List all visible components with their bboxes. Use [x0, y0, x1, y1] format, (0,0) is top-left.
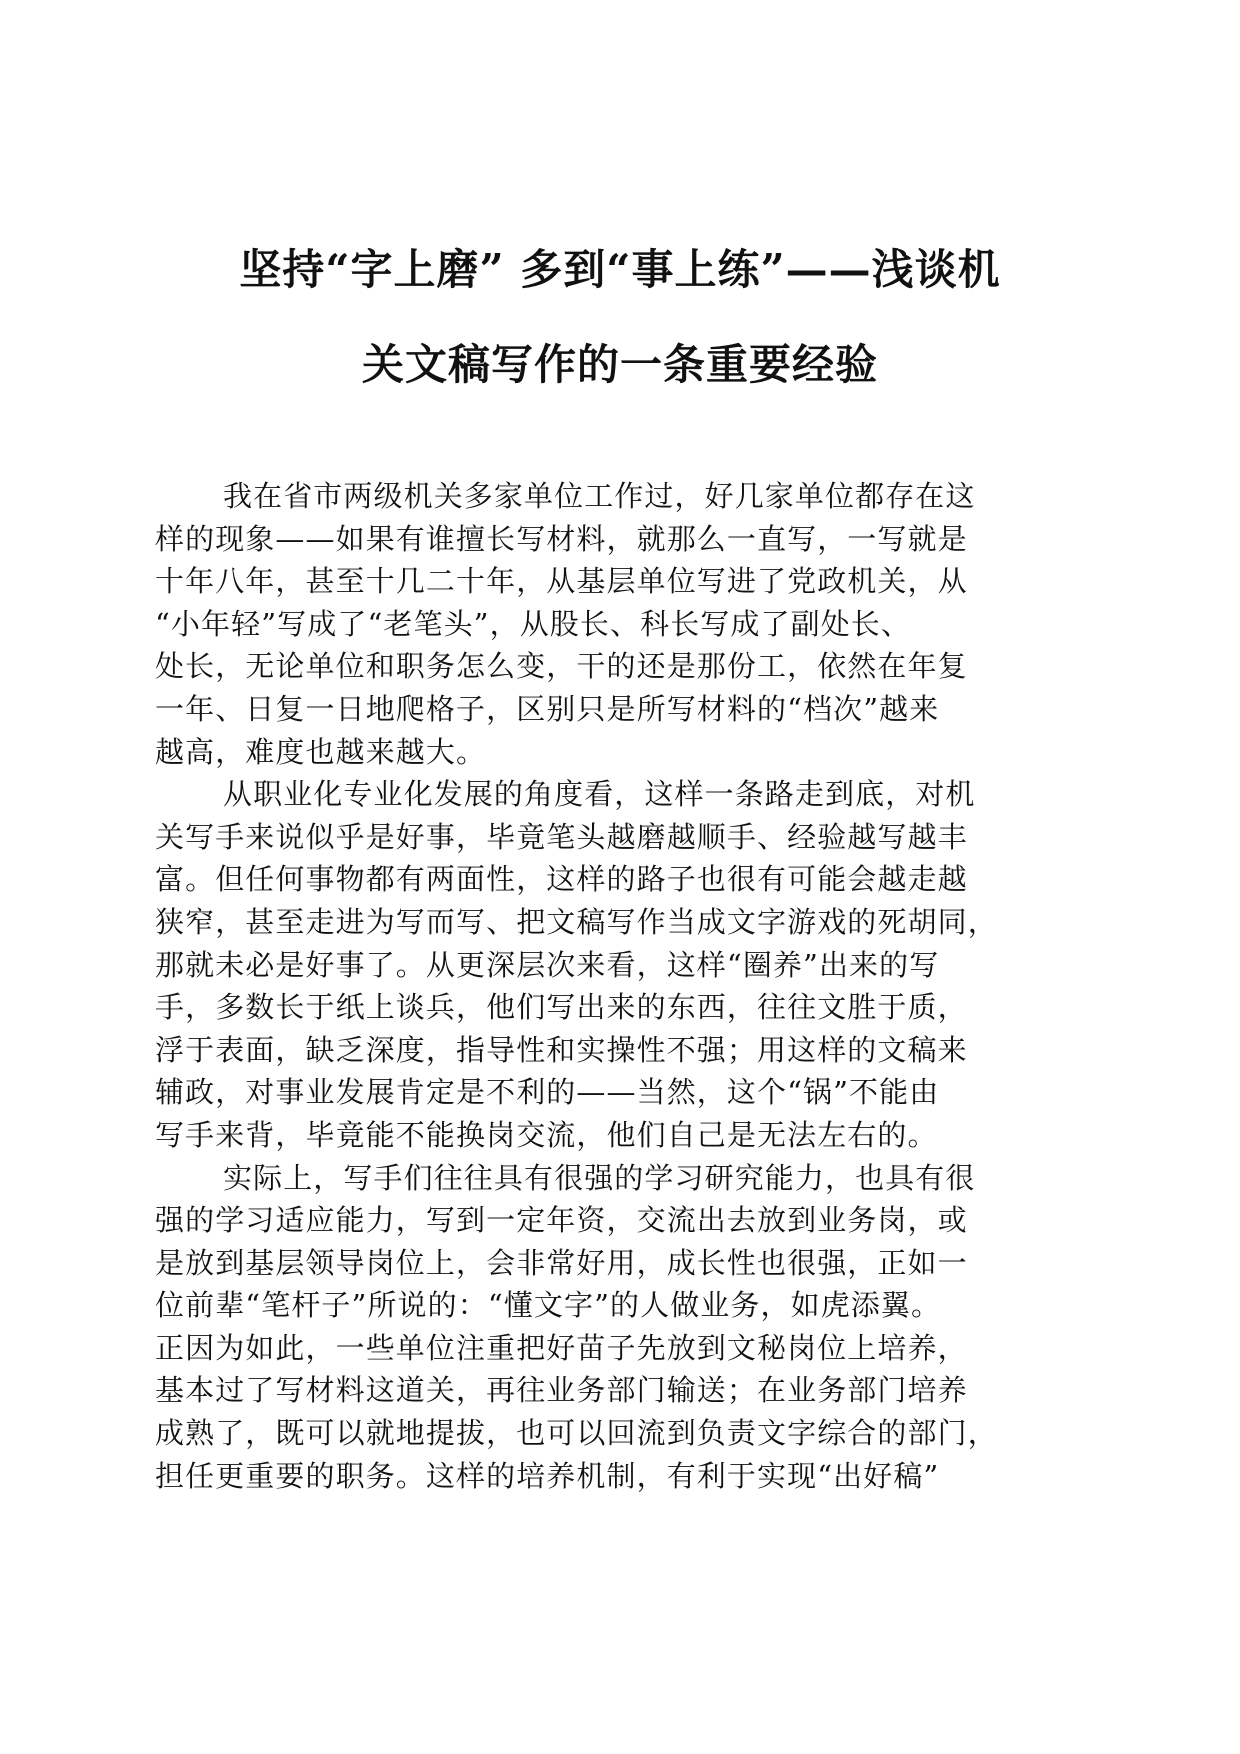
- text-line: 狭窄，甚至走进为写而写、把文稿写作当成文字游戏的死胡同，: [155, 904, 998, 939]
- text-line: 成熟了，既可以就地提拔，也可以回流到负责文字综合的部门，: [155, 1416, 998, 1451]
- text-line: 越高，难度也越来越大。: [155, 734, 487, 769]
- text-line: 基本过了写材料这道关，再往业务部门输送；在业务部门培养: [155, 1373, 968, 1408]
- text-line: 手，多数长于纸上谈兵，他们写出来的东西，往往文胜于质，: [155, 990, 968, 1025]
- text-line: 正因为如此，一些单位注重把好苗子先放到文秘岗位上培养，: [155, 1330, 968, 1365]
- text-line: 样的现象——如果有谁擅长写材料，就那么一直写，一写就是: [155, 521, 968, 556]
- text-line: 处长，无论单位和职务怎么变，干的还是那份工，依然在年复: [155, 649, 968, 684]
- text-line: 实际上，写手们往往具有很强的学习研究能力，也具有很: [223, 1160, 976, 1195]
- title-line-2: 关文稿写作的一条重要经验: [361, 340, 878, 389]
- text-line: 强的学习适应能力，写到一定年资，交流出去放到业务岗，或: [155, 1203, 968, 1238]
- text-line: 是放到基层领导岗位上，会非常好用，成长性也很强，正如一: [155, 1245, 968, 1280]
- text-line: “小年轻”写成了“老笔头”，从股长、科长写成了副处长、: [155, 606, 912, 641]
- text-line: 辅政，对事业发展肯定是不利的——当然，这个“锅”不能由: [155, 1075, 940, 1110]
- title-line-1: 坚持“字上磨” 多到“事上练”——浅谈机: [239, 245, 1001, 294]
- text-line: 那就未必是好事了。从更深层次来看，这样“圈养”出来的写: [155, 947, 940, 982]
- text-line: 十年八年，甚至十几二十年，从基层单位写进了党政机关，从: [155, 564, 968, 599]
- paragraph-3: [155, 1157, 1075, 1498]
- document-body: [155, 475, 1075, 1497]
- document-title: [150, 245, 1090, 390]
- text-line: 关写手来说似乎是好事，毕竟笔头越磨越顺手、经验越写越丰: [155, 819, 968, 854]
- text-line: 浮于表面，缺乏深度，指导性和实操性不强；用这样的文稿来: [155, 1032, 968, 1067]
- paragraph-1: [155, 475, 1075, 773]
- text-line: 担任更重要的职务。这样的培养机制，有利于实现“出好稿”: [155, 1458, 940, 1493]
- text-line: 写手来背，毕竟能不能换岗交流，他们自己是无法左右的。: [155, 1117, 938, 1152]
- text-line: 富。但任何事物都有两面性，这样的路子也很有可能会越走越: [155, 862, 968, 897]
- text-line: 我在省市两级机关多家单位工作过，好几家单位都存在这: [223, 479, 976, 513]
- paragraph-2: [155, 773, 1075, 1156]
- text-line: 位前辈“笔杆子”所说的：“懂文字”的人做业务，如虎添翼。: [155, 1288, 942, 1323]
- text-line: 一年、日复一日地爬格子，区别只是所写材料的“档次”越来: [155, 691, 940, 726]
- text-line: 从职业化专业化发展的角度看，这样一条路走到底，对机: [223, 777, 976, 812]
